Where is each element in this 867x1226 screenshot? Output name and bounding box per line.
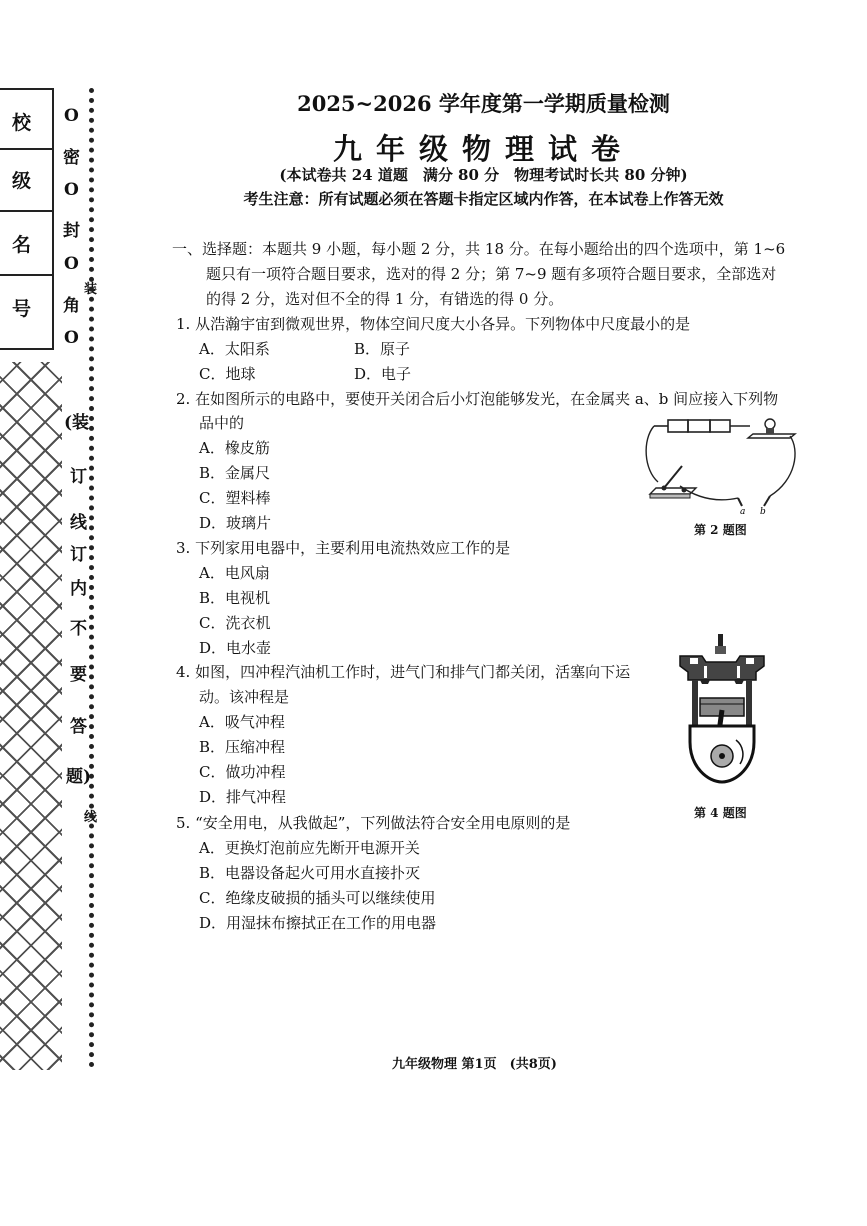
question-5-option-a: A．更换灯泡前应先断开电源开关 (199, 839, 420, 857)
question-4-stem-cont: 动。该冲程是 (199, 688, 290, 706)
figure-4-caption: 第 4 题图 (694, 806, 747, 820)
seal-char: O (64, 328, 79, 348)
question-2-option-b: B．金属尺 (199, 464, 271, 482)
exam-subtitle: 2025~2026 学年度第一学期质量检测 (297, 91, 670, 116)
question-5-option-b: B．电器设备起火可用水直接扑灭 (199, 864, 421, 882)
question-4-option-b: B．压缩冲程 (199, 738, 286, 756)
engine-figure (676, 632, 768, 784)
seal-char: 封 (63, 221, 80, 241)
clip-a-label: a (740, 507, 746, 516)
hatch-pattern (0, 362, 62, 1070)
warning-char: 线 (70, 513, 87, 533)
warning-char: 答 (70, 717, 87, 737)
exam-info: (本试卷共 24 道题 满分 80 分 物理考试时长共 80 分钟) (279, 166, 688, 184)
name-label: 名 (12, 234, 32, 256)
section-instruction: 的得 2 分，选对但不全的得 1 分，有错选的得 0 分。 (206, 290, 564, 308)
question-5-option-c: C．绝缘皮破损的插头可以继续使用 (199, 889, 436, 907)
question-1-option-a: A．太阳系 (199, 340, 270, 358)
exam-title: 九年级物理试卷 (332, 132, 634, 166)
question-2-option-a: A．橡皮筋 (199, 439, 270, 457)
page-footer: 九年级物理 第1页 (共8页) (392, 1057, 557, 1072)
question-1-option-c: C．地球 (199, 365, 256, 383)
number-label: 号 (12, 298, 32, 320)
question-5-stem: 5. “安全用电，从我做起”，下列做法符合安全用电原则的是 (176, 814, 571, 832)
question-4-option-d: D．排气冲程 (199, 788, 287, 806)
warning-char: (装 (64, 413, 90, 433)
seal-char: O (64, 106, 79, 126)
warning-char: 订 (70, 467, 87, 487)
warning-char: 不 (70, 619, 87, 639)
question-2-stem: 2. 在如图所示的电路中，要使开关闭合后小灯泡能够发光，在金属夹 a、b 间应接入下列物 (176, 390, 779, 408)
question-2-stem-cont: 品中的 (199, 414, 245, 432)
question-3-option-a: A．电风扇 (199, 564, 270, 582)
question-2-option-c: C．塑料棒 (199, 489, 271, 507)
grade-box (0, 148, 54, 212)
seal-char: O (64, 180, 79, 200)
name-box (0, 212, 54, 276)
question-3-option-b: B．电视机 (199, 589, 271, 607)
question-1-option-d: D．电子 (354, 365, 412, 383)
warning-char: 题) (66, 767, 92, 787)
school-box (0, 88, 54, 150)
figure-2-caption: 第 2 题图 (694, 523, 747, 537)
seal-char: 密 (63, 148, 80, 168)
clip-b-label: b (760, 507, 766, 516)
number-box (0, 276, 54, 350)
section-instruction: 题只有一项符合题目要求，选对的得 2 分；第 7~9 题有多项符合题目要求，全部选对 (206, 265, 777, 283)
warning-char: 订 (70, 545, 87, 565)
question-3-option-d: D．电水壶 (199, 639, 272, 657)
question-5-option-d: D．用湿抹布擦拭正在工作的用电器 (199, 914, 437, 932)
grade-label: 级 (12, 170, 32, 192)
warning-char: 要 (70, 665, 87, 685)
question-1-stem: 1. 从浩瀚宇宙到微观世界，物体空间尺度大小各异。下列物体中尺度最小的是 (176, 315, 691, 333)
question-4-option-a: A．吸气冲程 (199, 713, 285, 731)
bind-mark: 装 (84, 282, 98, 297)
question-3-option-c: C．洗衣机 (199, 614, 271, 632)
warning-char: 内 (70, 579, 87, 599)
question-2-option-d: D．玻璃片 (199, 514, 272, 532)
question-4-option-c: C．做功冲程 (199, 763, 286, 781)
line-mark: 线 (84, 810, 98, 825)
school-label: 校 (12, 112, 32, 134)
question-4-stem: 4. 如图，四冲程汽油机工作时，进气门和排气门都关闭，活塞向下运 (176, 663, 631, 681)
seal-char: 角 (63, 296, 80, 316)
exam-notice: 考生注意：所有试题必须在答题卡指定区域内作答，在本试卷上作答无效 (243, 190, 724, 208)
section-instruction: 一、选择题：本题共 9 小题，每小题 2 分，共 18 分。在每小题给出的四个选项中，第 1~6 (172, 240, 786, 258)
binding-dotted-line (89, 88, 94, 1068)
binding-margin (0, 0, 100, 1226)
circuit-figure (640, 410, 800, 516)
question-1-option-b: B．原子 (354, 340, 411, 358)
seal-char: O (64, 254, 79, 274)
question-3-stem: 3. 下列家用电器中，主要利用电流热效应工作的是 (176, 539, 511, 557)
